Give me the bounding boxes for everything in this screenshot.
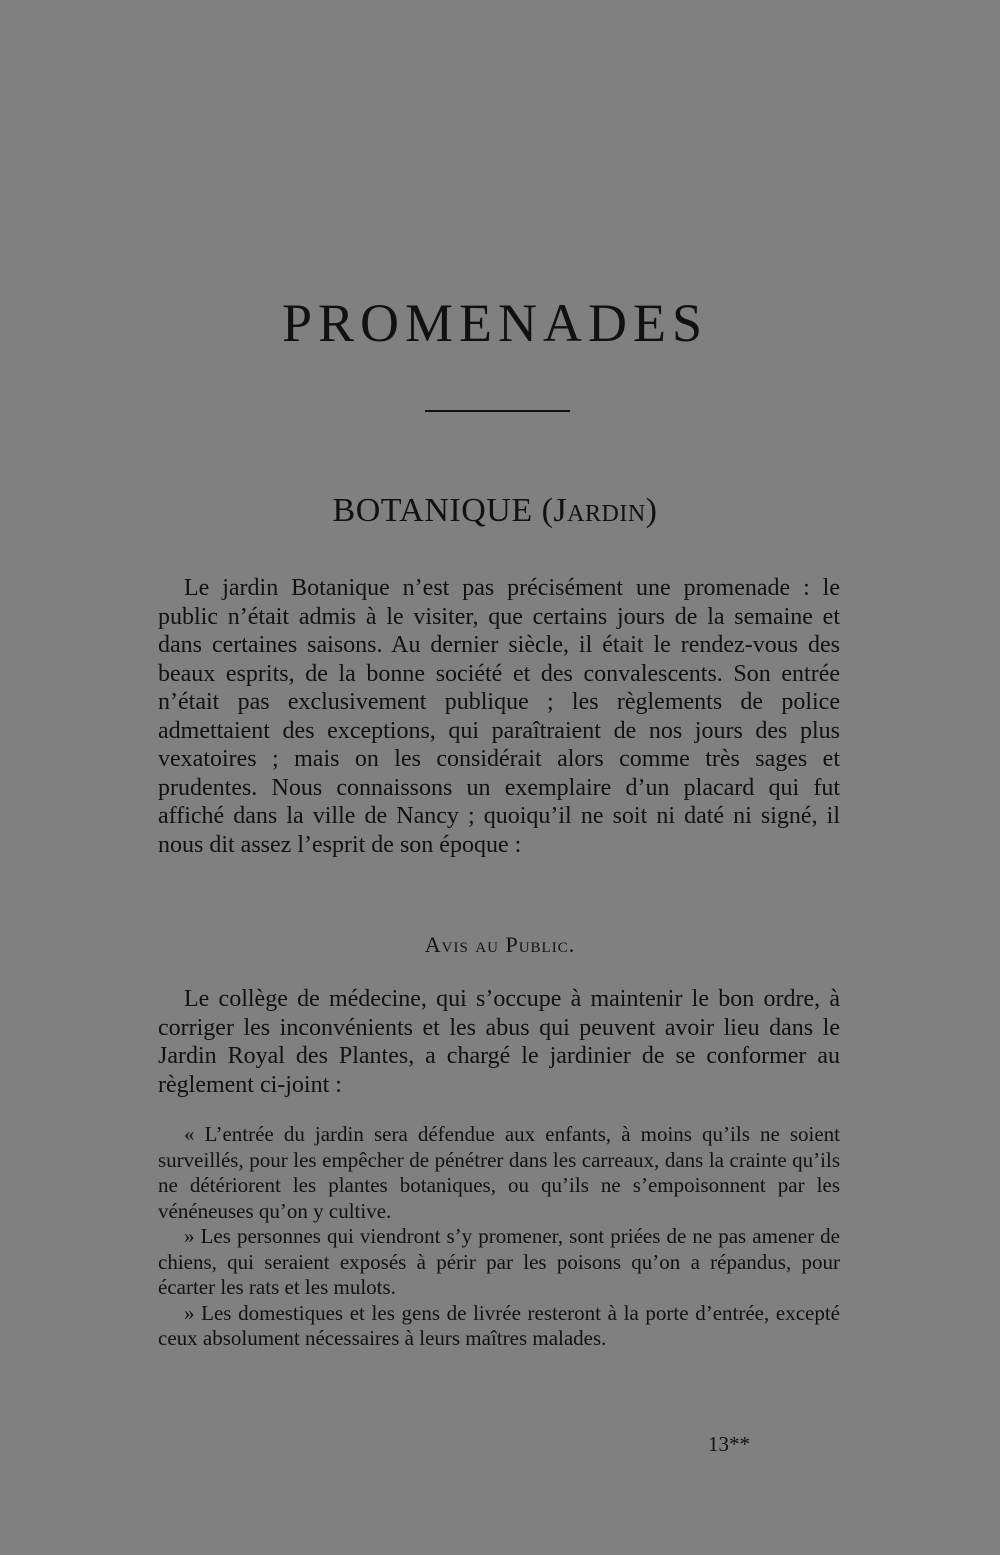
regulation-item: » Les domestiques et les gens de livrée resteront à la porte d’entrée, excepté ceux absolument nécessaires à leurs maîtres malades. — [158, 1300, 840, 1350]
notice-title: Avis au Public. — [424, 932, 576, 957]
section-heading-main: BOTANIQUE — [332, 492, 533, 529]
section-heading — [0, 492, 990, 530]
regulation-item: » Les personnes qui viendront s’y promener, sont priées de ne pas amener de chiens, qui seraient exposés à périr par les poisons qu’on a répandus, pour écarter les rats et les mulots. — [158, 1224, 840, 1299]
page-number: 13** — [708, 1432, 750, 1456]
regulation-list — [158, 1122, 840, 1352]
college-paragraph: Le collège de médecine, qui s’occupe à maintenir le bon ordre, à corriger les inconvénients et les abus qui peuvent avoir lieu dans le Jardin Royal des Plantes, a chargé le jardinier de se conformer au règlement ci-joint : — [158, 986, 840, 1098]
title-divider — [425, 410, 570, 412]
section-heading-sub: (Jardin) — [541, 492, 658, 529]
intro-paragraph: Le jardin Botanique n’est pas précisément une promenade : le public n’était admis à le visiter, que certains jours de la semaine et dans certaines saisons. Au dernier siècle, il était le rendez-vous des beaux esprits, de la bonne société et des convalescents. Son entrée n’était pas exclusivement publique ; les règlements de police admettaient des exceptions, qui paraîtraient de nos jours des plus vexatoires ; mais on les considérait alors comme très sages et prudentes. Nous connaissons un exemplaire d’un placard qui fut affiché dans la ville de Nancy ; quoiqu’il ne soit ni daté ni signé, il nous dit assez l’esprit de son époque : — [158, 575, 840, 858]
chapter-title: PROMENADES — [281, 293, 709, 353]
regulation-item: « L’entrée du jardin sera défendue aux enfants, à moins qu’ils ne soient surveillés, pour les empêcher de pénétrer dans les carreaux, dans la crainte qu’ils ne détériorent les plantes botaniques, ou qu’ils ne s’empoisonnent par les vénéneuses qu’on y cultive. — [158, 1122, 840, 1223]
